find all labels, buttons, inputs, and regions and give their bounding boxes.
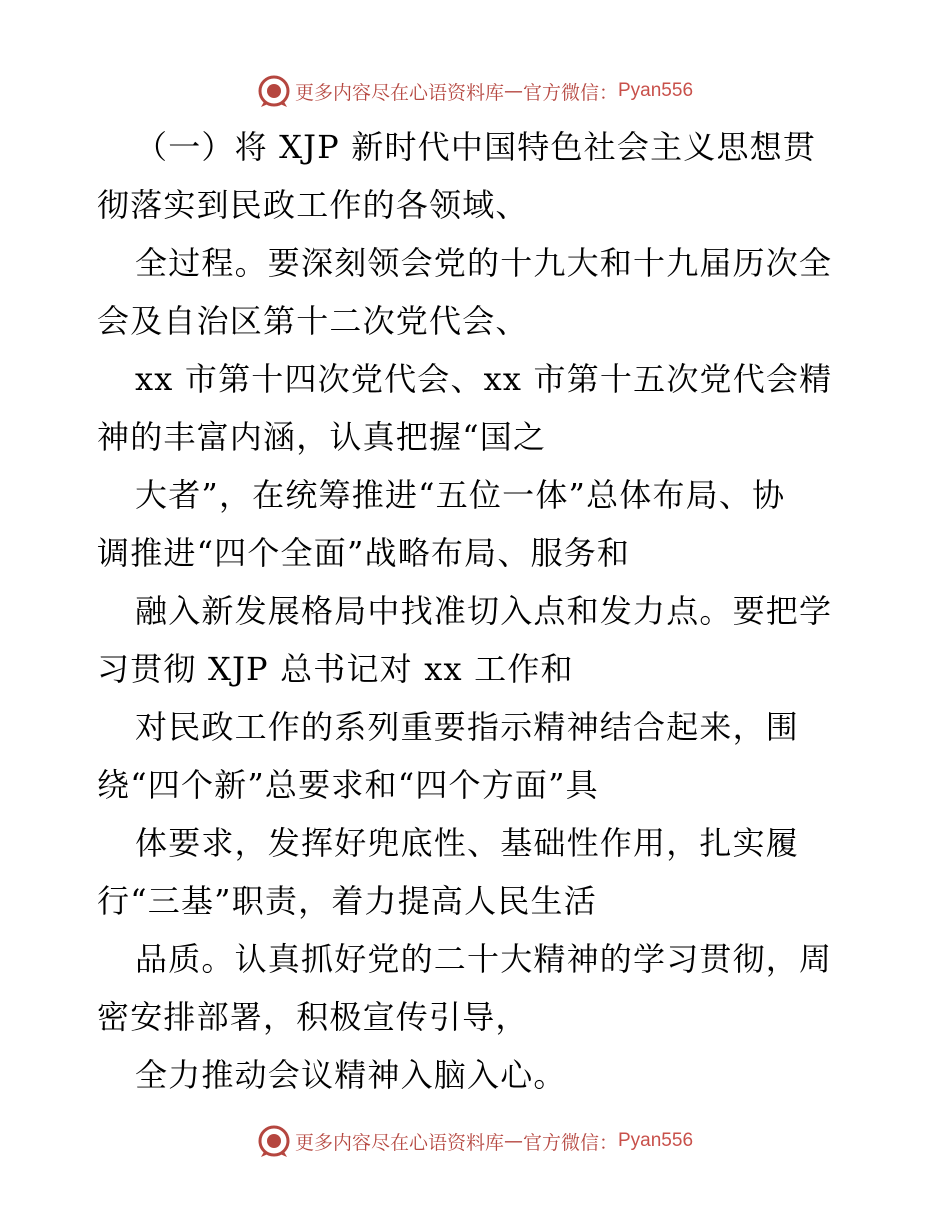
body-line: 大者”，在统筹推进“五位一体”总体布局、协 (135, 476, 786, 514)
watermark-separator: — (503, 1130, 523, 1152)
watermark-wechat-id: Pyan556 (618, 80, 694, 101)
watermark-wechat-label: 官方微信： (522, 1131, 618, 1154)
body-line: 体要求，发挥好兜底性、基础性作用，扎实履 (135, 824, 800, 862)
header-watermark (0, 71, 950, 111)
body-line: xx 市第十四次党代会、xx 市第十五次党代会精 (135, 360, 833, 398)
body-line: 全过程。要深刻领会党的十九大和十九届历次全 (135, 244, 833, 282)
body-line: 会及自治区第十二次党代会、 (97, 302, 529, 340)
watermark-wechat-id: Pyan556 (618, 1130, 694, 1151)
watermark-wechat-label: 官方微信： (522, 81, 618, 104)
body-line: 习贯彻 XJP 总书记对 xx 工作和 (97, 650, 574, 688)
ribbon-seal-icon (257, 74, 291, 108)
body-line: （一）将 XJP 新时代中国特色社会主义思想贯 (135, 128, 817, 166)
body-line: 神的丰富内涵，认真把握“国之 (97, 418, 547, 456)
body-line: 调推进“四个全面”战略布局、服务和 (97, 534, 631, 572)
watermark-text: 更多内容尽在心语资料库 (294, 81, 504, 104)
body-line: 对民政工作的系列重要指示精神结合起来，围 (135, 708, 800, 746)
footer-watermark (0, 1121, 950, 1161)
document-body (97, 118, 867, 1104)
body-line: 绕“四个新”总要求和“四个方面”具 (97, 766, 599, 804)
watermark-text: 更多内容尽在心语资料库 (294, 1131, 504, 1154)
watermark-separator: — (503, 80, 523, 102)
body-line: 密安排部署，积极宣传引导， (97, 998, 529, 1036)
body-line: 彻落实到民政工作的各领域、 (97, 186, 529, 224)
body-line: 全力推动会议精神入脑入心。 (135, 1056, 567, 1094)
body-line: 融入新发展格局中找准切入点和发力点。要把学 (135, 592, 833, 630)
ribbon-seal-icon (257, 1124, 291, 1158)
body-line: 品质。认真抓好党的二十大精神的学习贯彻，周 (135, 940, 833, 978)
body-line: 行“三基”职责，着力提高人民生活 (97, 882, 597, 920)
